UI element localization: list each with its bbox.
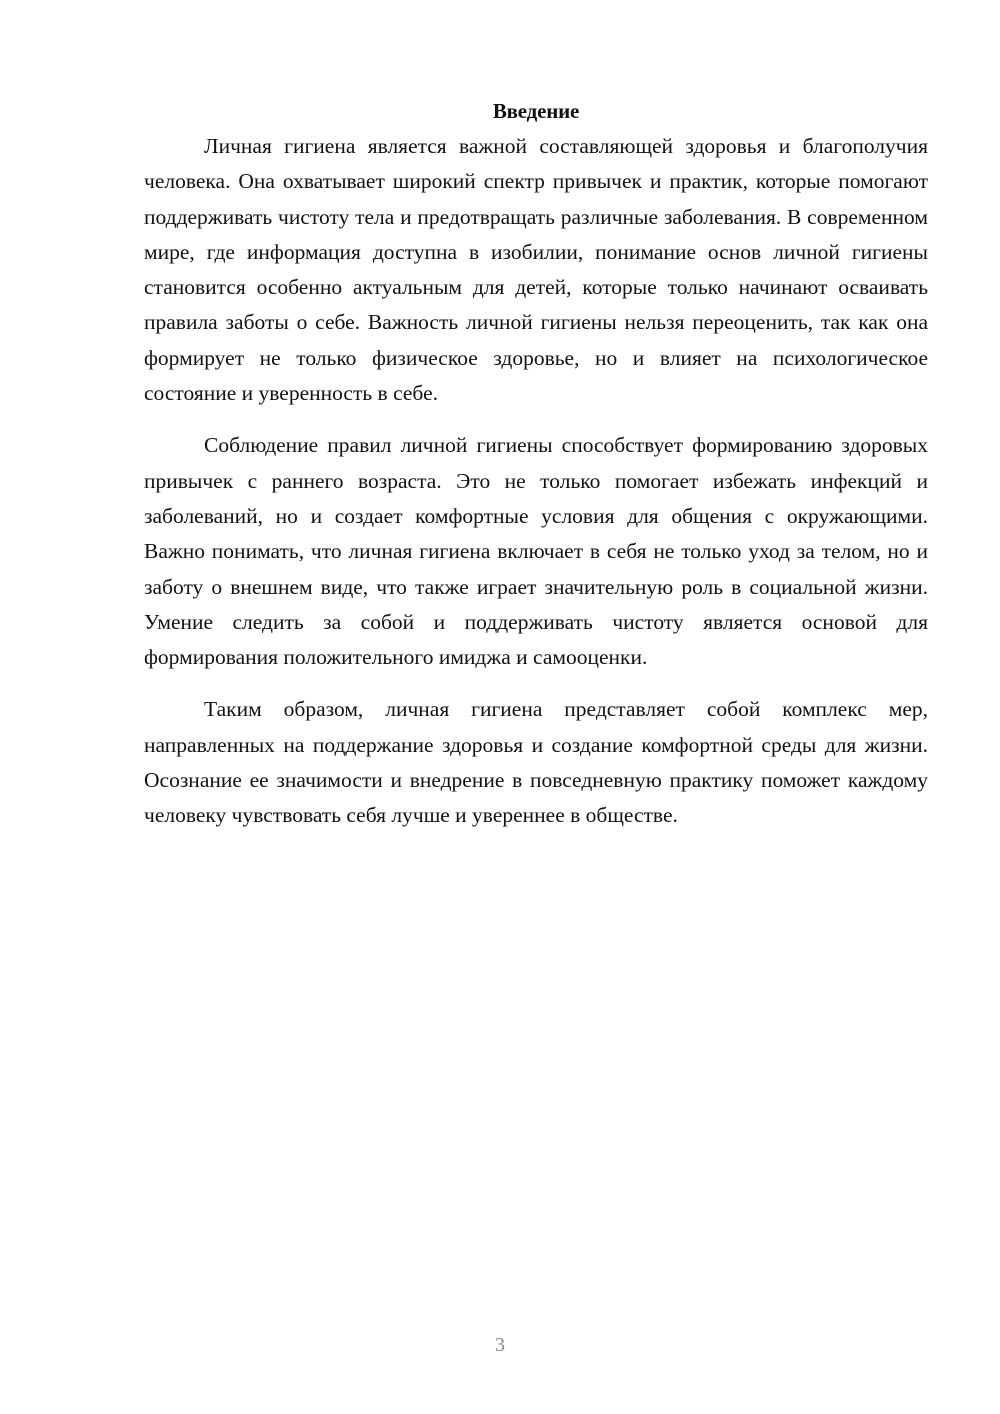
page-content	[144, 95, 928, 851]
paragraph-1: Личная гигиена является важной составляющей здоровья и благополучия человека. Она охватывает широкий спектр привычек и практик, которые помогают поддерживать чистоту тела и предотвращать различные заболевания. В современном мире, где информация доступна в изобилии, понимание основ личной гигиены становится особенно актуальным для детей, которые только начинают осваивать правила заботы о себе. Важность личной гигиены нельзя переоценить, так как она формирует не только физическое здоровье, но и влияет на психологическое состояние и уверенность в себе.	[144, 134, 928, 406]
section-title: Введение	[492, 99, 580, 123]
page-number: 3	[495, 1334, 505, 1356]
paragraph-2: Соблюдение правил личной гигиены способствует формированию здоровых привычек с раннего возраста. Это не только помогает избежать инфекций и заболеваний, но и создает комфортные условия для общения с окружающими. Важно понимать, что личная гигиена включает в себя не только уход за телом, но и заботу о внешнем виде, что также играет значительную роль в социальной жизни. Умение следить за собой и поддерживать чистоту является основой для формирования положительного имиджа и самооценки.	[144, 433, 928, 670]
paragraph-3: Таким образом, личная гигиена представляет собой комплекс мер, направленных на поддержание здоровья и создание комфортной среды для жизни. Осознание ее значимости и внедрение в повседневную практику поможет каждому человеку чувствовать себя лучше и увереннее в обществе.	[144, 697, 928, 828]
